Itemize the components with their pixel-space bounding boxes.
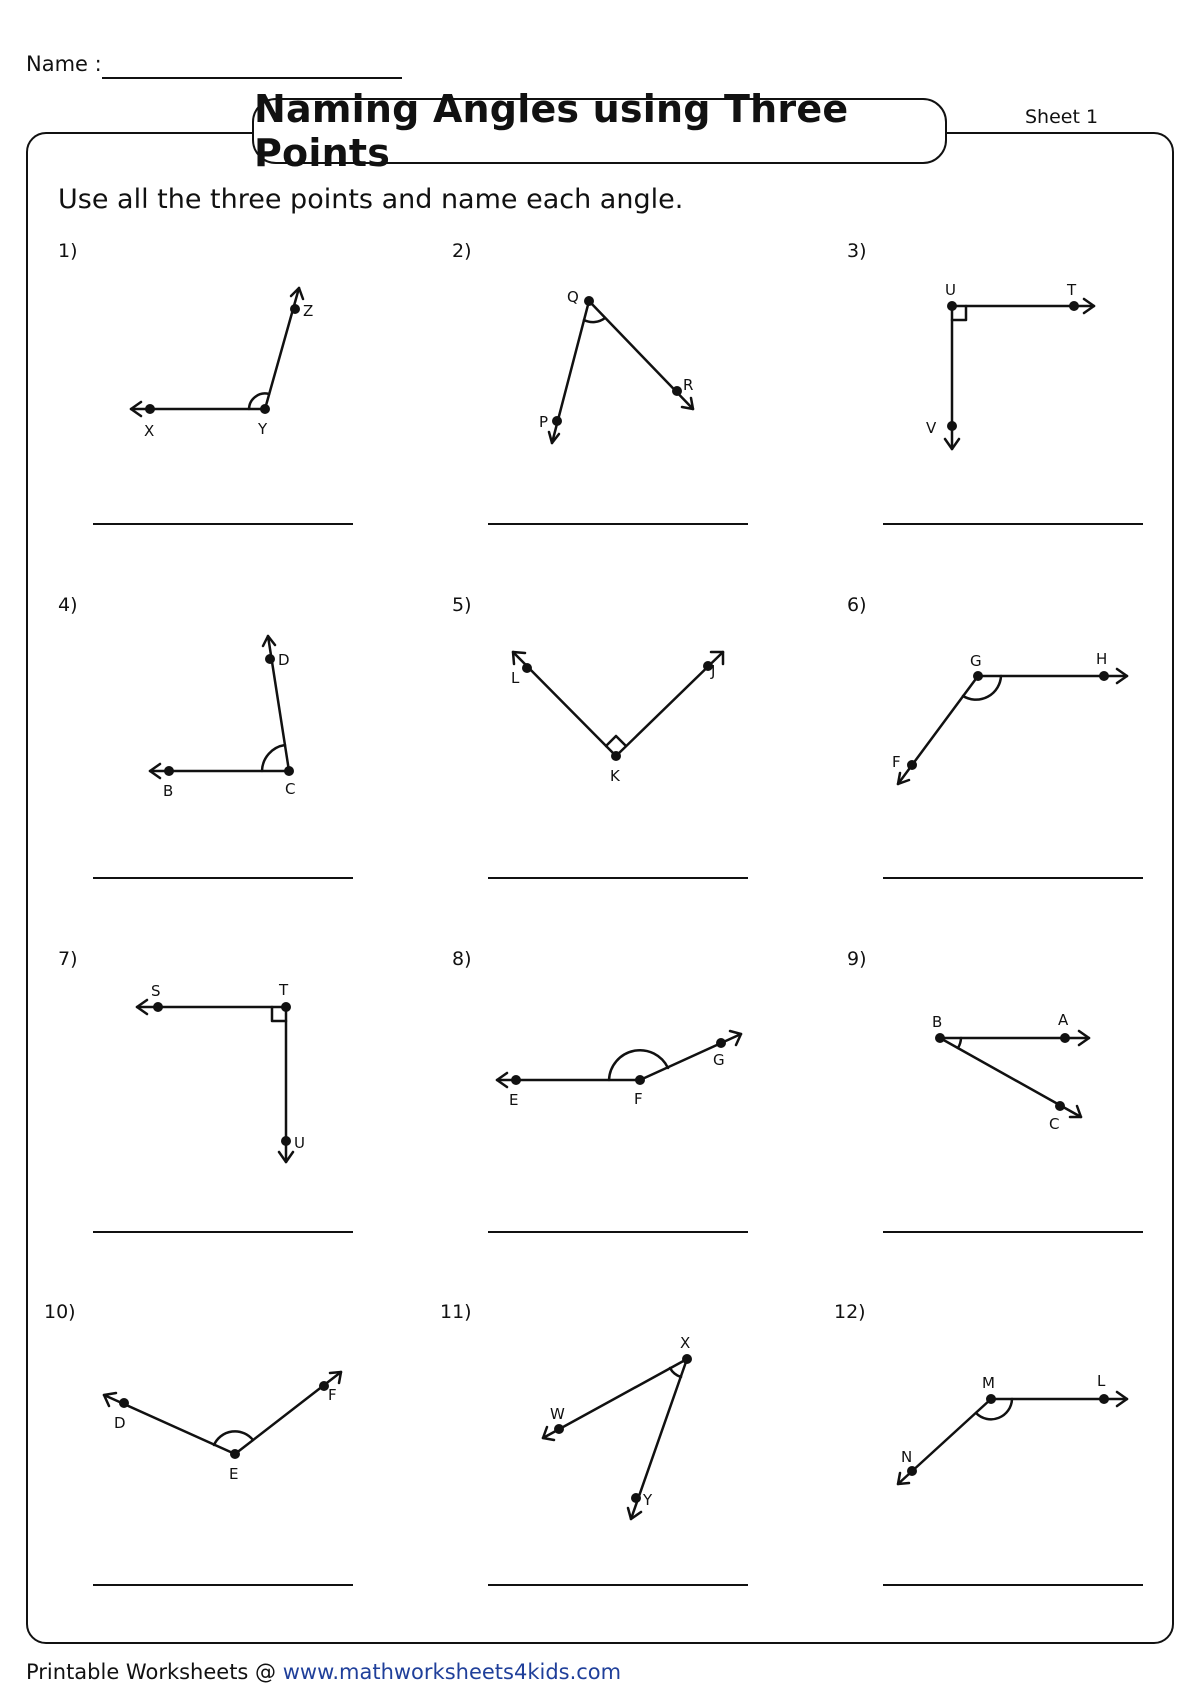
sheet-number: Sheet 1 xyxy=(1025,106,1099,128)
problem-number-4: 4) xyxy=(58,594,78,616)
point-label: J xyxy=(711,662,716,680)
problem-number-5: 5) xyxy=(452,594,472,616)
angle-diagram-9 xyxy=(940,1031,1089,1117)
point-label: B xyxy=(932,1013,943,1031)
point-label: H xyxy=(1096,650,1108,668)
problem-number-1: 1) xyxy=(58,240,78,262)
point-label: S xyxy=(151,982,161,1000)
problem-number-9: 9) xyxy=(847,948,867,970)
point-label: V xyxy=(926,419,937,437)
point-label: A xyxy=(1058,1011,1069,1029)
point-label: X xyxy=(680,1334,691,1352)
angle-diagram-10 xyxy=(104,1372,341,1454)
point-label: Q xyxy=(567,288,579,306)
worksheet-title: Naming Angles using Three Points xyxy=(252,98,947,164)
angle-diagram-3 xyxy=(945,299,1094,449)
angle-diagram-8 xyxy=(497,1031,741,1087)
name-label: Name : xyxy=(26,52,102,76)
instructions: Use all the three points and name each angle. xyxy=(58,184,684,215)
point-label: G xyxy=(970,652,982,670)
point-label: Y xyxy=(258,420,268,438)
point-label: R xyxy=(683,376,694,394)
angle-diagram-12 xyxy=(898,1392,1127,1484)
point-label: W xyxy=(550,1405,565,1423)
point-label: D xyxy=(114,1414,126,1432)
problem-number-7: 7) xyxy=(58,948,78,970)
point-label: U xyxy=(294,1134,305,1152)
point-label: B xyxy=(163,782,174,800)
point-label: M xyxy=(982,1374,995,1392)
problem-number-6: 6) xyxy=(847,594,867,616)
problem-number-10: 10) xyxy=(44,1301,76,1323)
angle-diagram-2 xyxy=(549,301,693,443)
point-label: X xyxy=(144,422,155,440)
problem-number-12: 12) xyxy=(834,1301,866,1323)
point-label: U xyxy=(945,281,956,299)
point-label: N xyxy=(901,1448,913,1466)
point-label: F xyxy=(892,753,901,771)
point-label: G xyxy=(713,1051,725,1069)
problem-number-8: 8) xyxy=(452,948,472,970)
point-label: L xyxy=(1097,1372,1106,1390)
point-label: T xyxy=(279,981,289,999)
point-label: F xyxy=(634,1090,643,1108)
problem-number-3: 3) xyxy=(847,240,867,262)
problem-number-2: 2) xyxy=(452,240,472,262)
point-label: F xyxy=(328,1386,337,1404)
point-label: C xyxy=(285,780,296,798)
point-label: Z xyxy=(303,302,314,320)
angle-diagram-5 xyxy=(513,652,723,756)
point-label: C xyxy=(1049,1115,1060,1133)
point-label: P xyxy=(539,413,549,431)
problem-number-11: 11) xyxy=(440,1301,472,1323)
footer-link[interactable]: www.mathworksheets4kids.com xyxy=(282,1660,622,1684)
point-label: E xyxy=(509,1091,519,1109)
point-label: T xyxy=(1067,281,1077,299)
angle-diagram-7 xyxy=(137,1000,293,1162)
point-label: K xyxy=(610,767,620,785)
point-label: Y xyxy=(643,1491,653,1509)
footer xyxy=(26,1660,621,1684)
angle-diagram-1 xyxy=(131,288,303,416)
point-label: D xyxy=(278,651,290,669)
point-label: E xyxy=(229,1465,239,1483)
angle-diagram-6 xyxy=(898,669,1127,784)
footer-prefix: Printable Worksheets @ xyxy=(26,1660,283,1684)
angle-diagram-11 xyxy=(543,1359,687,1519)
point-label: L xyxy=(511,669,520,687)
